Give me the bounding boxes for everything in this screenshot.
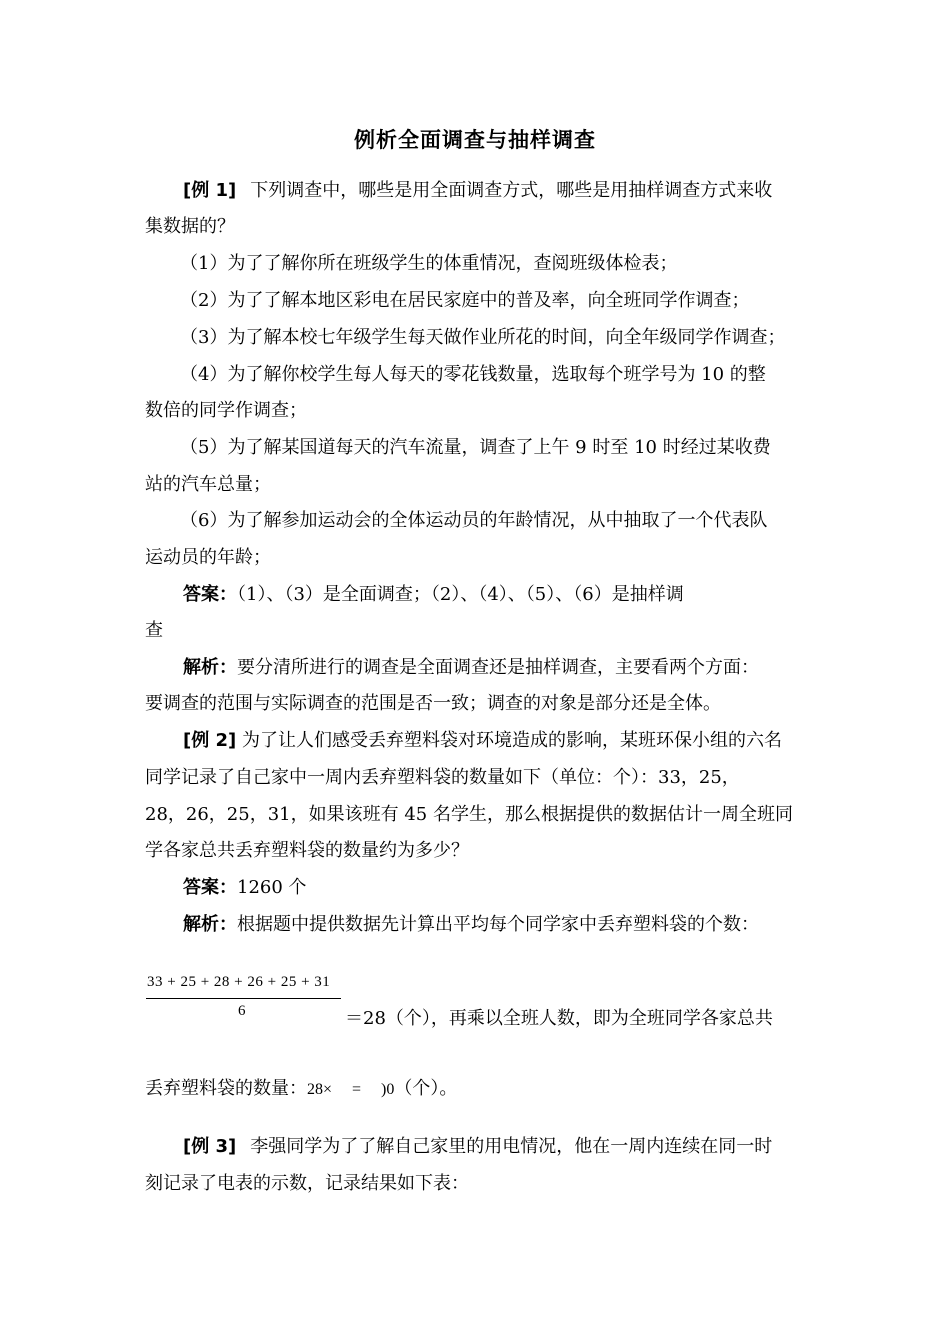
example2-label: [例 2]	[183, 730, 237, 751]
example3-question-line2: 刻记录了电表的示数，记录结果如下表：	[145, 1173, 469, 1194]
fraction-numerator: 33 + 25 + 28 + 26 + 25 + 31	[147, 974, 331, 990]
example1-question-line1: [例 1] 下列调查中，哪些是用全面调查方式，哪些是用抽样调查方式来收	[183, 180, 773, 201]
example3-label: [例 3]	[183, 1136, 237, 1157]
example1-item-6-cont: 运动员的年龄；	[145, 547, 271, 568]
example2-answer: 答案：1260 个	[183, 877, 307, 898]
example1-answer-cont: 查	[145, 620, 163, 641]
answer-label: 答案：	[183, 877, 237, 898]
example1-question-line2: 集数据的？	[145, 216, 235, 237]
example1-item-3: （3）为了解本校七年级学生每天做作业所花的时间，向全年级同学作调查；	[180, 327, 786, 348]
example1-item-5: （5）为了解某国道每天的汽车流量，调查了上午 9 时至 10 时经过某收费	[180, 437, 771, 458]
example1-analysis: 解析：要分清所进行的调查是全面调查还是抽样调查，主要看两个方面：	[183, 657, 759, 678]
example1-item-6: （6）为了解参加运动会的全体运动员的年龄情况，从中抽取了一个代表队	[180, 510, 768, 531]
page-title: 例析全面调查与抽样调查	[354, 128, 596, 152]
example1-item-1: （1）为了了解你所在班级学生的体重情况，查阅班级体检表；	[180, 253, 678, 274]
example1-item-2: （2）为了了解本地区彩电在居民家庭中的普及率，向全班同学作调查；	[180, 290, 750, 311]
example1-label: [例 1]	[183, 180, 237, 201]
example1-item-5-cont: 站的汽车总量；	[145, 474, 271, 495]
example1-item-4-cont: 数倍的同学作调查；	[145, 400, 307, 421]
example3-question-line1: [例 3] 李强同学为了了解自己家里的用电情况，他在一周内连续在同一时	[183, 1136, 773, 1157]
example2-analysis: 解析：根据题中提供数据先计算出平均每个同学家中丢弃塑料袋的个数：	[183, 914, 759, 935]
example2-question-line4: 学各家总共丢弃塑料袋的数量约为多少？	[145, 840, 469, 861]
example1-analysis-cont: 要调查的范围与实际调查的范围是否一致；调查的对象是部分还是全体。	[145, 693, 721, 714]
final-math: 28× = )0	[307, 1081, 395, 1098]
fraction-denominator: 6	[238, 1003, 246, 1019]
example2-after-fraction: ＝28（个），再乘以全班人数，即为全班同学各家总共	[345, 1008, 773, 1029]
fraction-bar	[146, 998, 341, 999]
example2-final-line: 丢弃塑料袋的数量：28× = )0（个）。	[145, 1078, 458, 1099]
example2-question-line3: 28，26，25，31，如果该班有 45 名学生，那么根据提供的数据估计一周全班同	[145, 804, 793, 825]
example1-item-4: （4）为了解你校学生每人每天的零花钱数量，选取每个班学号为 10 的整	[180, 364, 766, 385]
example1-answer: 答案：（1）、（3）是全面调查；（2）、（4）、（5）、（6）是抽样调	[183, 584, 684, 605]
analysis-label: 解析：	[183, 914, 237, 935]
answer-label: 答案：	[183, 584, 237, 605]
example2-question-line1: [例 2] 为了让人们感受丢弃塑料袋对环境造成的影响，某班环保小组的六名	[183, 730, 782, 751]
example2-question-line2: 同学记录了自己家中一周内丢弃塑料袋的数量如下（单位：个）：33，25，	[145, 767, 740, 788]
analysis-label: 解析：	[183, 657, 237, 678]
